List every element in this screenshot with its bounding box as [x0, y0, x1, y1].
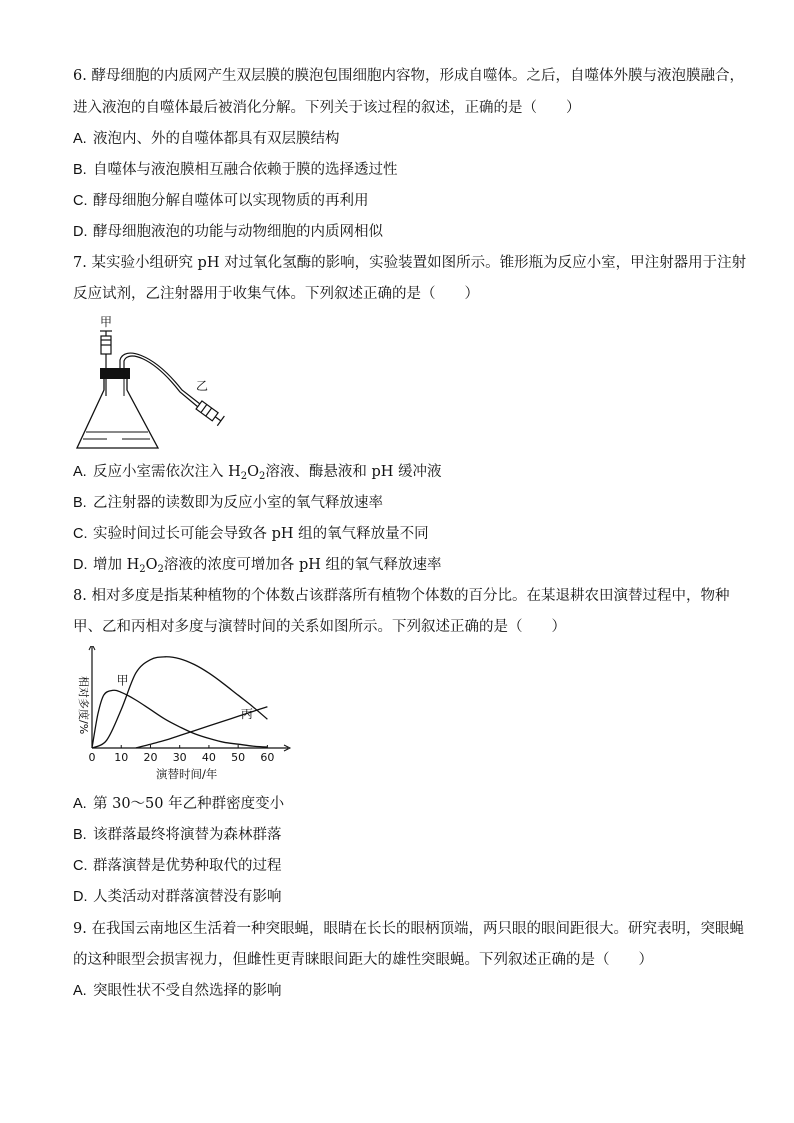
option-text: 群落演替是优势种取代的过程 [93, 858, 282, 874]
option-text: 酵母细胞液泡的功能与动物细胞的内质网相似 [93, 224, 383, 240]
q9-option-a [73, 981, 282, 1001]
q7-option-d: D. 增加 $H_2O_2$溶液的浓度可增加各 pH 组的氧气释放速率 [73, 557, 442, 575]
syringe-yi-label: 乙 [196, 379, 209, 393]
series-label-1: 甲 [116, 673, 129, 688]
option-text: 自噬体与液泡膜相互融合依赖于膜的选择透过性 [93, 162, 398, 178]
q8-stem-line2: 甲、乙和丙相对多度与演替时间的关系如图所示。下列叙述正确的是（ ） [73, 619, 566, 635]
q6-option-c [73, 191, 369, 211]
option-label: B. [73, 162, 87, 178]
option-label: A. [73, 131, 87, 147]
flask-liquid [83, 432, 150, 439]
succession-chart [68, 646, 293, 786]
q8-option-c [73, 856, 282, 876]
x-tick-label: 0 [88, 751, 96, 764]
option-text: 突眼性状不受自然选择的影响 [93, 983, 282, 999]
gas-tube [120, 353, 200, 404]
q9-stem-line2: 的这种眼型会损害视力，但雌性更青睐眼间距大的雄性突眼蝇。下列叙述正确的是（ ） [73, 952, 653, 968]
syringe-jia [100, 331, 112, 396]
flask-apparatus-figure [72, 312, 232, 452]
x-tick-label: 20 [143, 751, 158, 764]
x-tick-label: 30 [172, 751, 187, 764]
option-text: 乙注射器的读数即为反应小室的氧气释放速率 [93, 495, 383, 511]
option-text: 该群落最终将演替为森林群落 [93, 827, 282, 843]
y-axis-label: 相对多度/% [77, 676, 90, 735]
q6-option-d [73, 222, 383, 242]
option-label: A. [73, 796, 87, 812]
option-text: 酵母细胞分解自噬体可以实现物质的再利用 [93, 193, 369, 209]
q6-stem-line1: 6. 酵母细胞的内质网产生双层膜的膜泡包围细胞内容物，形成自噬体。之后，自噬体外膜与液泡膜融合， [73, 68, 744, 84]
q7-stem-line1: 7. 某实验小组研究 pH 对过氧化氢酶的影响，实验装置如图所示。锥形瓶为反应小室，甲注射器用于注射 [73, 255, 747, 271]
x-tick-label: 50 [231, 751, 246, 764]
option-label: D. [73, 224, 88, 240]
option-label: D. [73, 889, 88, 905]
option-label: A. [73, 464, 87, 480]
option-label: C. [73, 858, 88, 874]
option-text: 第 30～50 年乙种群密度变小 [93, 796, 285, 812]
option-label: A. [73, 983, 87, 999]
syringe-jia-label: 甲 [100, 315, 113, 329]
q9-stem-line1: 9. 在我国云南地区生活着一种突眼蝇，眼睛在长长的眼柄顶端，两只眼的眼间距很大。研究表明，突眼蝇 [73, 921, 744, 937]
option-label: B. [73, 495, 87, 511]
q7-option-b [73, 493, 383, 513]
x-tick-label: 40 [201, 751, 216, 764]
q6-option-a [73, 129, 340, 149]
q8-option-b [73, 825, 282, 845]
q6-stem-line2: 进入液泡的自噬体最后被消化分解。下列关于该过程的叙述，正确的是（ ） [73, 100, 581, 116]
x-tick-label: 60 [260, 751, 275, 764]
q7-option-a: A. 反应小室需依次注入 $H_2O_2$溶液、酶悬液和 pH 缓冲液 [73, 464, 442, 482]
option-label: C. [73, 526, 88, 542]
x-tick-label: 10 [114, 751, 129, 764]
series-line-2 [92, 657, 267, 748]
option-label: D. [73, 557, 88, 573]
flask-stopper [100, 368, 130, 379]
q6-option-b [73, 160, 398, 180]
q8-option-a [73, 794, 284, 814]
option-label: B. [73, 827, 87, 843]
series-label-3: 丙 [240, 706, 253, 721]
option-label: C. [73, 193, 88, 209]
option-text: 液泡内、外的自噬体都具有双层膜结构 [93, 131, 340, 147]
q7-stem-line2: 反应试剂，乙注射器用于收集气体。下列叙述正确的是（ ） [73, 286, 479, 302]
option-text: 实验时间过长可能会导致各 pH 组的氧气释放量不同 [93, 526, 429, 542]
conical-flask [77, 379, 158, 448]
q7-option-c [73, 524, 429, 544]
chart-series [92, 646, 267, 748]
option-text: 人类活动对群落演替没有影响 [93, 889, 282, 905]
syringe-yi [195, 400, 224, 426]
x-axis-label: 演替时间/年 [156, 767, 218, 781]
q8-stem-line1: 8. 相对多度是指某种植物的个体数占该群落所有植物个体数的百分比。在某退耕农田演替过程中，物种 [73, 588, 730, 604]
q8-option-d [73, 887, 282, 907]
